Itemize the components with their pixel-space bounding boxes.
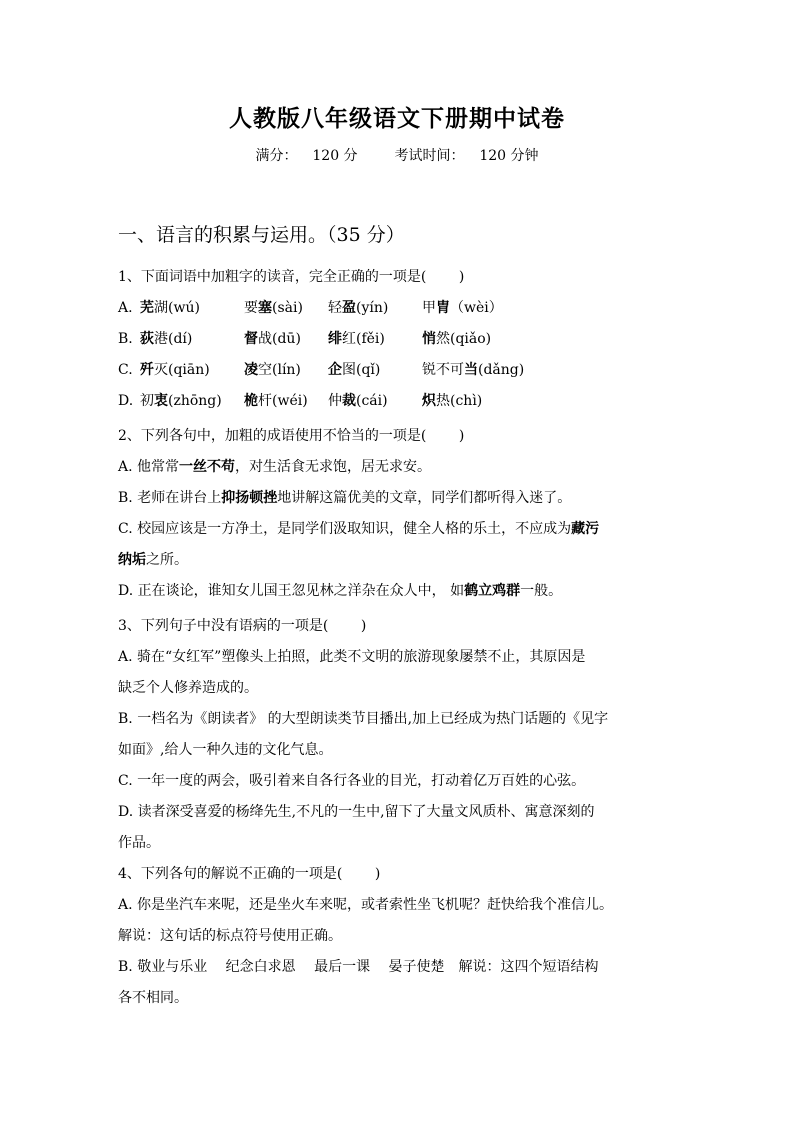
question-2-option-b [118, 483, 678, 514]
option-letter: A. [118, 300, 133, 316]
questions [118, 262, 678, 1014]
question-1-stem: 1、下面词语中加粗字的读音，完全正确的一项是( ) [118, 269, 465, 285]
question-1-option-row [118, 324, 678, 355]
option-word [422, 324, 532, 355]
option-text: C. 校园应该是一方净土，是同学们汲取知识，健全人格的乐土，不应成为 [118, 521, 572, 537]
option-text: D. 正在谈论，谁知女儿国王忽见林之洋杂在众人中， 如 [118, 583, 465, 599]
question-4-line: 解说：这句话的标点符号使用正确。 [118, 928, 342, 944]
bold-character: 盈 [342, 300, 356, 316]
bold-character: 当 [464, 362, 478, 378]
word-suffix: (yín) [356, 300, 389, 316]
bold-character: 炽 [422, 393, 436, 409]
option-text: 之所。 [146, 552, 188, 568]
bold-idiom: 藏污 [571, 521, 600, 537]
question-4-line: B. 敬业与乐业 纪念白求恩 最后一课 晏子使楚 解说：这四个短语结构 [118, 959, 599, 975]
option-word [140, 293, 244, 324]
option-text: A. 他常常 [118, 459, 180, 475]
option-text: ，对生活食无求饱，居无求安。 [235, 459, 432, 475]
word-prefix: 锐不可 [422, 362, 464, 378]
time-value: 120 分钟 [479, 148, 539, 164]
option-text: B. 老师在讲台上 [118, 490, 222, 506]
score-value: 120 分 [312, 148, 358, 164]
bold-character: 悄 [422, 331, 436, 347]
question-1-option-row [118, 293, 678, 324]
word-prefix: 初 [140, 393, 154, 409]
question-1-option-row [118, 355, 678, 386]
bold-character: 荻 [140, 331, 154, 347]
option-letter: B. [118, 331, 133, 347]
word-suffix: (dǎng) [478, 362, 525, 378]
word-suffix: 杆(wéi) [258, 393, 308, 409]
word-suffix: （wèi） [450, 300, 503, 316]
option-word [244, 355, 328, 386]
option-word [422, 293, 532, 324]
question-4-line: A. 你是坐汽车来呢，还是坐火车来呢，或者索性坐飞机呢？赶快给我个准信儿。 [118, 897, 614, 913]
word-suffix: 战(dū) [258, 331, 301, 347]
bold-character: 歼 [140, 362, 154, 378]
word-suffix: 红(fěi) [342, 331, 385, 347]
question-3-line: A. 骑在“女红军”塑像头上拍照，此类不文明的旅游现象屡禁不止，其原因是 [118, 649, 586, 665]
word-suffix: (sài) [272, 300, 303, 316]
option-word [328, 293, 422, 324]
word-suffix: (cái) [356, 393, 388, 409]
section-heading: 一、语言的积累与运用。（35 分） [118, 224, 405, 246]
bold-character: 绯 [328, 331, 342, 347]
option-word [244, 386, 328, 417]
time-label: 考试时间： [394, 148, 465, 164]
option-letter: D. [118, 393, 134, 409]
option-word [328, 355, 422, 386]
option-word [328, 386, 422, 417]
bold-character: 裁 [342, 393, 356, 409]
word-prefix: 仲 [328, 393, 342, 409]
bold-idiom: 纳垢 [118, 552, 146, 568]
option-word [140, 355, 244, 386]
question-2-stem: 2、下列各句中，加粗的成语使用不恰当的一项是( ) [118, 428, 465, 444]
question-3-line: C. 一年一度的两会，吸引着来自各行各业的目光，打动着亿万百姓的心弦。 [118, 773, 586, 789]
score-label: 满分： [255, 148, 298, 164]
question-3-line: 如面》,给人一种久违的文化气息。 [118, 742, 333, 758]
question-3-line: 缺乏个人修养造成的。 [118, 680, 258, 696]
option-word [422, 386, 532, 417]
word-suffix: 然(qiǎo) [436, 331, 492, 347]
bold-character: 衷 [154, 393, 168, 409]
option-text: 一般。 [520, 583, 563, 599]
bold-idiom: 鹤立鸡群 [464, 583, 521, 599]
question-2-option-d [118, 576, 678, 607]
word-suffix: 湖(wú) [154, 300, 200, 316]
option-word [328, 324, 422, 355]
page-title: 人教版八年级语文下册期中试卷 [229, 105, 565, 132]
word-suffix: 图(qǐ) [342, 362, 381, 378]
question-3-line: 作品。 [118, 835, 160, 851]
question-4-stem: 4、下列各句的解说不正确的一项是( ) [118, 866, 381, 882]
word-prefix: 要 [244, 300, 258, 316]
word-suffix: 空(lín) [258, 362, 301, 378]
question-2-option-c [118, 514, 678, 545]
bold-idiom: 抑扬顿挫 [221, 490, 278, 506]
bold-character: 胄 [436, 300, 450, 316]
word-suffix: 港(dí) [154, 331, 193, 347]
exam-info [0, 145, 794, 165]
option-word [140, 324, 244, 355]
bold-character: 桅 [244, 393, 258, 409]
word-prefix: 甲 [422, 300, 436, 316]
word-suffix: 灭(qiān) [154, 362, 210, 378]
bold-character: 芜 [140, 300, 154, 316]
question-2-option-a [118, 452, 678, 483]
question-1-options [118, 293, 678, 417]
question-1-option-row [118, 386, 678, 417]
option-text: 地讲解这篇优美的文章，同学们都听得入迷了。 [277, 490, 572, 506]
question-2-option-c-cont [118, 545, 678, 576]
option-word [244, 293, 328, 324]
question-4-line: 各不相同。 [118, 990, 188, 1006]
option-word [422, 355, 532, 386]
option-word [140, 386, 244, 417]
question-3-line: B. 一档名为《朗读者》 的大型朗读类节目播出,加上已经成为热门话题的《见字 [118, 711, 609, 727]
option-letter: C. [118, 362, 133, 378]
question-3-stem: 3、下列句子中没有语病的一项是( ) [118, 618, 367, 634]
word-suffix: 热(chì) [436, 393, 483, 409]
bold-idiom: 一丝不苟 [179, 459, 236, 475]
bold-character: 企 [328, 362, 342, 378]
bold-character: 督 [244, 331, 258, 347]
word-prefix: 轻 [328, 300, 342, 316]
bold-character: 塞 [258, 300, 272, 316]
option-word [244, 324, 328, 355]
bold-character: 凌 [244, 362, 258, 378]
word-suffix: (zhōng) [168, 393, 222, 409]
question-3-line: D. 读者深受喜爱的杨绛先生,不凡的一生中,留下了大量文风质朴、寓意深刻的 [118, 804, 595, 820]
